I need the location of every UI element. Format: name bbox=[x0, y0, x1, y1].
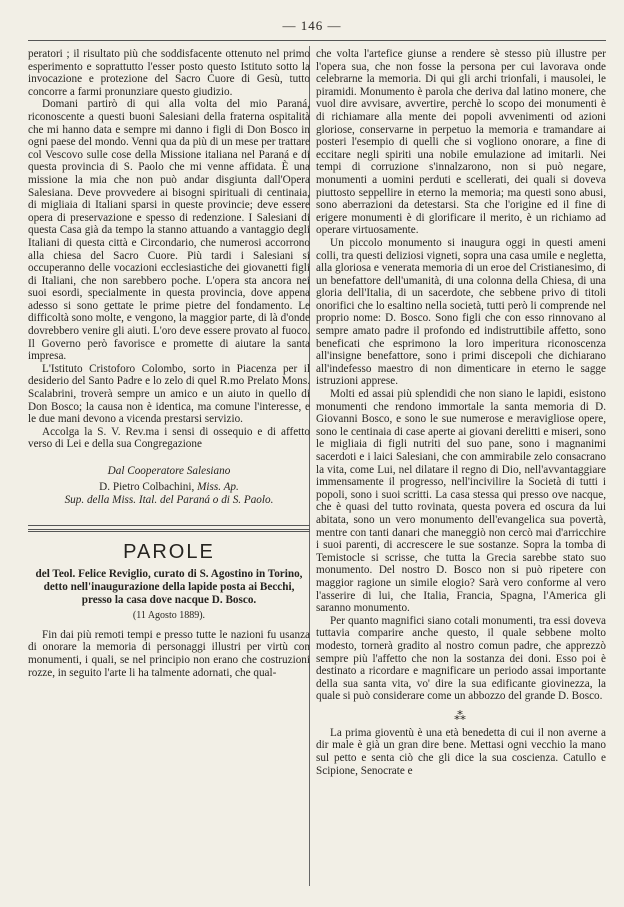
signature-role: Sup. della Miss. Ital. del Paraná o di S. Paolo. bbox=[64, 494, 274, 507]
section-rule-double bbox=[28, 529, 310, 532]
signature-name-title: Miss. Ap. bbox=[197, 480, 239, 493]
asterism: ⁂ bbox=[454, 708, 468, 723]
signature-from: Dal Cooperatore Salesiano bbox=[107, 465, 231, 477]
paragraph: La prima gioventù è una età benedetta di cui il non averne a dir male è già un gran dire bene. Mettasi ogni vecchio la mano sul petto e senta ciò che gli dice la sua coscienza. Catullo e Scipione, Senocrate e bbox=[316, 726, 606, 777]
paragraph: che volta l'artefice giunse a rendere sè stesso più illustre per l'opera sua, che non fosse la persona per cui lavorava onde celebrarne la memoria. Di qui gli archi trionfali, i mausolei, le piramidi. Monumento è parola che deriva dal latino monere, che vuol dire avvisare, avvertire, perchè lo scopo dei monumenti è di richiamare alla mente dei popoli avvenimenti od azioni gloriose, conservarne in perpetuo la memoria e tramandare ai posteri l'esempio di quelli che si vogliono onorare, a fine di eccitare negli spiriti una nobile emulazione ad imitarli. Nei tempi di corruzione s'innalzarono, non si può negare, monumenti a uomini perduti e scellerati, dei quali si doveva piuttosto seppellire in eterno la memoria; ma questi sono abusi, sono aberrazioni da detestarsi. Sta che l'origine ed il fine di erigere monumenti è di glorificare il merito, è un richiamo ad operare virtuosamente. bbox=[316, 48, 606, 237]
page-number: — 146 — bbox=[282, 18, 342, 33]
signature-name-text: D. Pietro Colbachini, bbox=[99, 480, 195, 493]
section-title: PAROLE bbox=[123, 540, 215, 563]
paragraph: Per quanto magnifici siano cotali monumenti, tra essi dovevа tuttavia comparire anche questo, il quale sebbene molto modesto, tornerà gradito al nostro comun padre, che apprezzò sempre più l'affetto che non la sostanza dei doni. Esso poi è destinato a ricordare e magnificare un periodo assai importante della sua santa vita, vo' dire la sua edificante giovinezza, la quale si può considerare come un abbozzo del grande D. Bosco. bbox=[316, 614, 606, 703]
paragraph: peratori ; il risultato più che soddisfacente ottenuto nel primo esperimento e soprattutto l'esser posto questo Istituto sotto la invocazione e protezione del Sacro Cuore di Gesù, tutto concorre a farmi pronunziare questo giudizio. bbox=[28, 48, 310, 98]
paragraph: Domani partirò di qui alla volta del mio Paraná, riconoscente a questi buoni Salesiani della fraterna ospitalità che mi hanno data e sempre mi danno i figli di Don Bosco in ogni paese del mondo. Venni qua da più di un mese per trattare col Vescovo sulle cose della Missione italiana nel Paraná e di questa provincia di S. Paolo che mi venne affidata. È una missione la mia che non può andar disgiunta dall'Opera Salesiana. Deve provvedere ai bisogni spirituali di centinaia, di migliaia di Italiani sparsi in queste provincie; deve essere opera di preservazione e spesso di redenzione. I Salesiani di questa Casa già da tempo la stanno attuando a vantaggio degli Italiani di questa città e Circondario, che numerosi accorrono alla chiesa del Sacro Cuore. Più tardi i Salesiani si occuperanno delle vocazioni ecclesiastiche dei giovanetti figli di Italiani, che non sarebbero poche. L'opera sta ancora nei suoi esordi, specialmente in questa provincia, dove appena adesso si sono gettate le prime pietre del fondamento. Le difficoltà sono molte, e vengono, la maggior parte, di là d'onde dovrebbero venire gli aiuti. L'oro deve essere provato al fuoco. Il Governo però favorisce e promette di aiutare la santa impresa. bbox=[28, 98, 310, 363]
left-column bbox=[28, 48, 310, 679]
paragraph: Molti ed assai più splendidi che non siano le lapidi, esistono monumenti che rendono immortale la santa memoria di D. Giovanni Bosco, e sono le sue numerose e meravigliose opere, sono le centinaia di case aperte ai giovani derelitti e miseri, sono le migliaia di figli nutriti del suo pane, sono i magnanimi sacerdoti e i laici Salesiani, che con ammirabile zelo consacrano la vita, come Lui, nel dilatare il regno di Dio, nell'avvantaggiare immensamente il progresso, nell'incivilire la Società di tutti i popoli, sono i suoi scritti. La casa stessa qui presso ove nacque, che è quasi del tutto rovinata, questa povera ed oscura da lui abitata, sono un vero monumento dell'evangelica sua povertà, mentre con tanti danari che maneggiò non cercò mai d'arricchire i suoi parenti, di accrescere le sue sostanze. Sopra la tomba di Temistocle si scrisse, che tutta la Grecia sarebbe stato suo monumento. Del nostro D. Bosco non si può ripetere con maggior ragione un simile elogio? Sarà vero conforme al vero l'asserire di lui, che Italia, Francia, Spagna, l'America gli saranno monumento. bbox=[316, 388, 606, 615]
paragraph: Accolga la S. V. Rev.ma i sensi di ossequio e di affetto verso di Lei e della sua Congregazione bbox=[28, 425, 310, 451]
section-date: (11 Agosto 1889). bbox=[132, 610, 206, 622]
paragraph: L'Istituto Cristoforo Colombo, sorto in Piacenza per il desiderio del Santo Padre e lo zelo di quel R.mo Prelato Mons. Scalabrini, troverà sempre un amico e un aiuto in quello di Don Bosco; la causa non è identica, ma comune l'interesse, e le due mani devono a vicenda prestarsi servizio. bbox=[28, 362, 310, 426]
section-rule bbox=[28, 525, 310, 526]
signature-name bbox=[28, 481, 310, 494]
paragraph: Fin dai più remoti tempi e presso tutte le nazioni fu usanza di onorare la memoria di personaggi illustri per virtù con monumenti, i quali, se nel principio non erano che costruzioni rozze, in seguito l'arte li ha talmente adornati, che qual- bbox=[28, 628, 310, 679]
header-rule bbox=[28, 40, 606, 41]
section-subtitle: del Teol. Felice Reviglio, curato di S. Agostino in Torino, detto nell'inaugurazione della lapide posta ai Becchi, presso la casa dove nacque D. Bosco. bbox=[35, 568, 303, 606]
right-column bbox=[316, 48, 606, 777]
paragraph: Un piccolo monumento si inaugura oggi in questi ameni colli, tra questi deliziosi vigneti, sopra una casa umile e negletta, alla gloriosa e venerata memoria di un eroe del Cristianesimo, di un benefattore dell'umanità, di una colonna della Chiesa, di una gloria dell'Italia, di un sacerdote, che sebbene privo di titoli onorifici che lo esaltino nella società, tutti però li comprende nel proprio nome: D. Bosco. Sono figli che con esso rinnovano al sempre amato padre il profondo ed indistruttibile affetto, sono beneficati che esprimono la loro imperitura riconoscenza all'insigne benefattore, sono i primi discepoli che dichiarano all'indefesso maestro di non dimenticare in eterno le sagge istruzioni apprese. bbox=[316, 236, 606, 388]
